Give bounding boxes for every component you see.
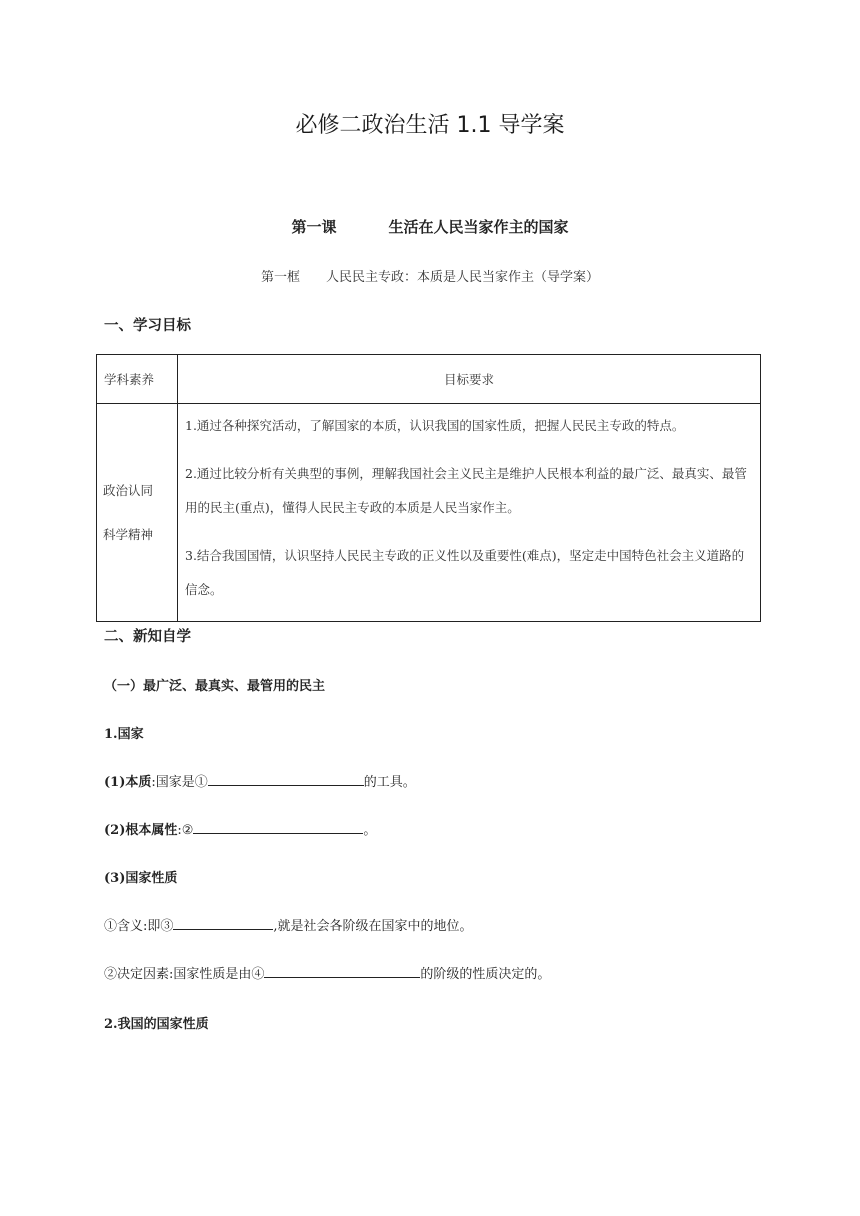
learning-goals-table [96,354,761,622]
frame-name: 人民民主专政：本质是人民当家作主（导学案） [326,270,600,285]
subsection-heading: （一）最广泛、最真实、最管用的民主 [104,679,326,694]
table-row [97,404,761,622]
table-header-goals: 目标要求 [178,355,761,404]
attribute-prefix: :② [177,823,194,838]
determinant-prefix: ②决定因素:国家性质是由④ [104,967,265,982]
frame-heading [0,266,860,285]
fill-blank-3[interactable] [173,915,273,930]
competency-scientific-spirit: 科学精神 [103,526,154,542]
lesson-name: 生活在人民当家作主的国家 [388,218,569,236]
determinant-suffix: 的阶级的性质决定的。 [420,967,551,982]
fill-blank-2[interactable] [193,819,363,834]
section-heading-learning-goals: 一、学习目标 [104,317,191,334]
goal-item-1: 1.通过各种探究活动，了解国家的本质，认识我国的国家性质，把握人民民主专政的特点。 [185,418,685,433]
essence-suffix: 的工具。 [363,775,416,790]
table-header-competency: 学科素养 [97,355,178,404]
table-header-row [97,355,761,404]
line-nature-meaning [104,915,473,934]
attribute-label: (2)根本属性 [104,823,178,838]
item-heading-state: 1.国家 [104,727,144,742]
line-state-attribute [104,819,376,838]
meaning-prefix: ①含义:即③ [104,919,174,934]
competency-cell [97,404,178,622]
goals-cell [178,404,761,622]
competency-political-identity: 政治认同 [103,482,154,498]
fill-blank-1[interactable] [208,771,364,786]
attribute-suffix: 。 [363,823,377,838]
frame-number: 第一框 [260,270,300,285]
document-title: 必修二政治生活 1.1 导学案 [295,113,565,138]
line-state-nature [104,867,177,886]
lesson-heading [0,216,860,237]
meaning-suffix: ,就是社会各阶级在国家中的地位。 [273,919,473,934]
fill-blank-4[interactable] [264,963,420,978]
lesson-number: 第一课 [291,218,337,236]
goal-item-2: 2.通过比较分析有关典型的事例，理解我国社会主义民主是维护人民根本利益的最广泛、最真实、最管用的民主(重点)，懂得人民民主专政的本质是人民当家作主。 [185,466,747,515]
goal-item-3: 3.结合我国国情，认识坚持人民民主专政的正义性以及重要性(难点)，坚定走中国特色社会主义道路的信念。 [185,548,745,597]
section-heading-self-study: 二、新知自学 [104,628,191,645]
line-nature-determinant [104,963,550,982]
nature-label: (3)国家性质 [104,871,178,886]
essence-label: (1)本质 [104,775,152,790]
line-state-essence [104,771,416,790]
essence-prefix: :国家是① [151,775,208,790]
item-heading-our-state-nature: 2.我国的国家性质 [104,1017,209,1032]
